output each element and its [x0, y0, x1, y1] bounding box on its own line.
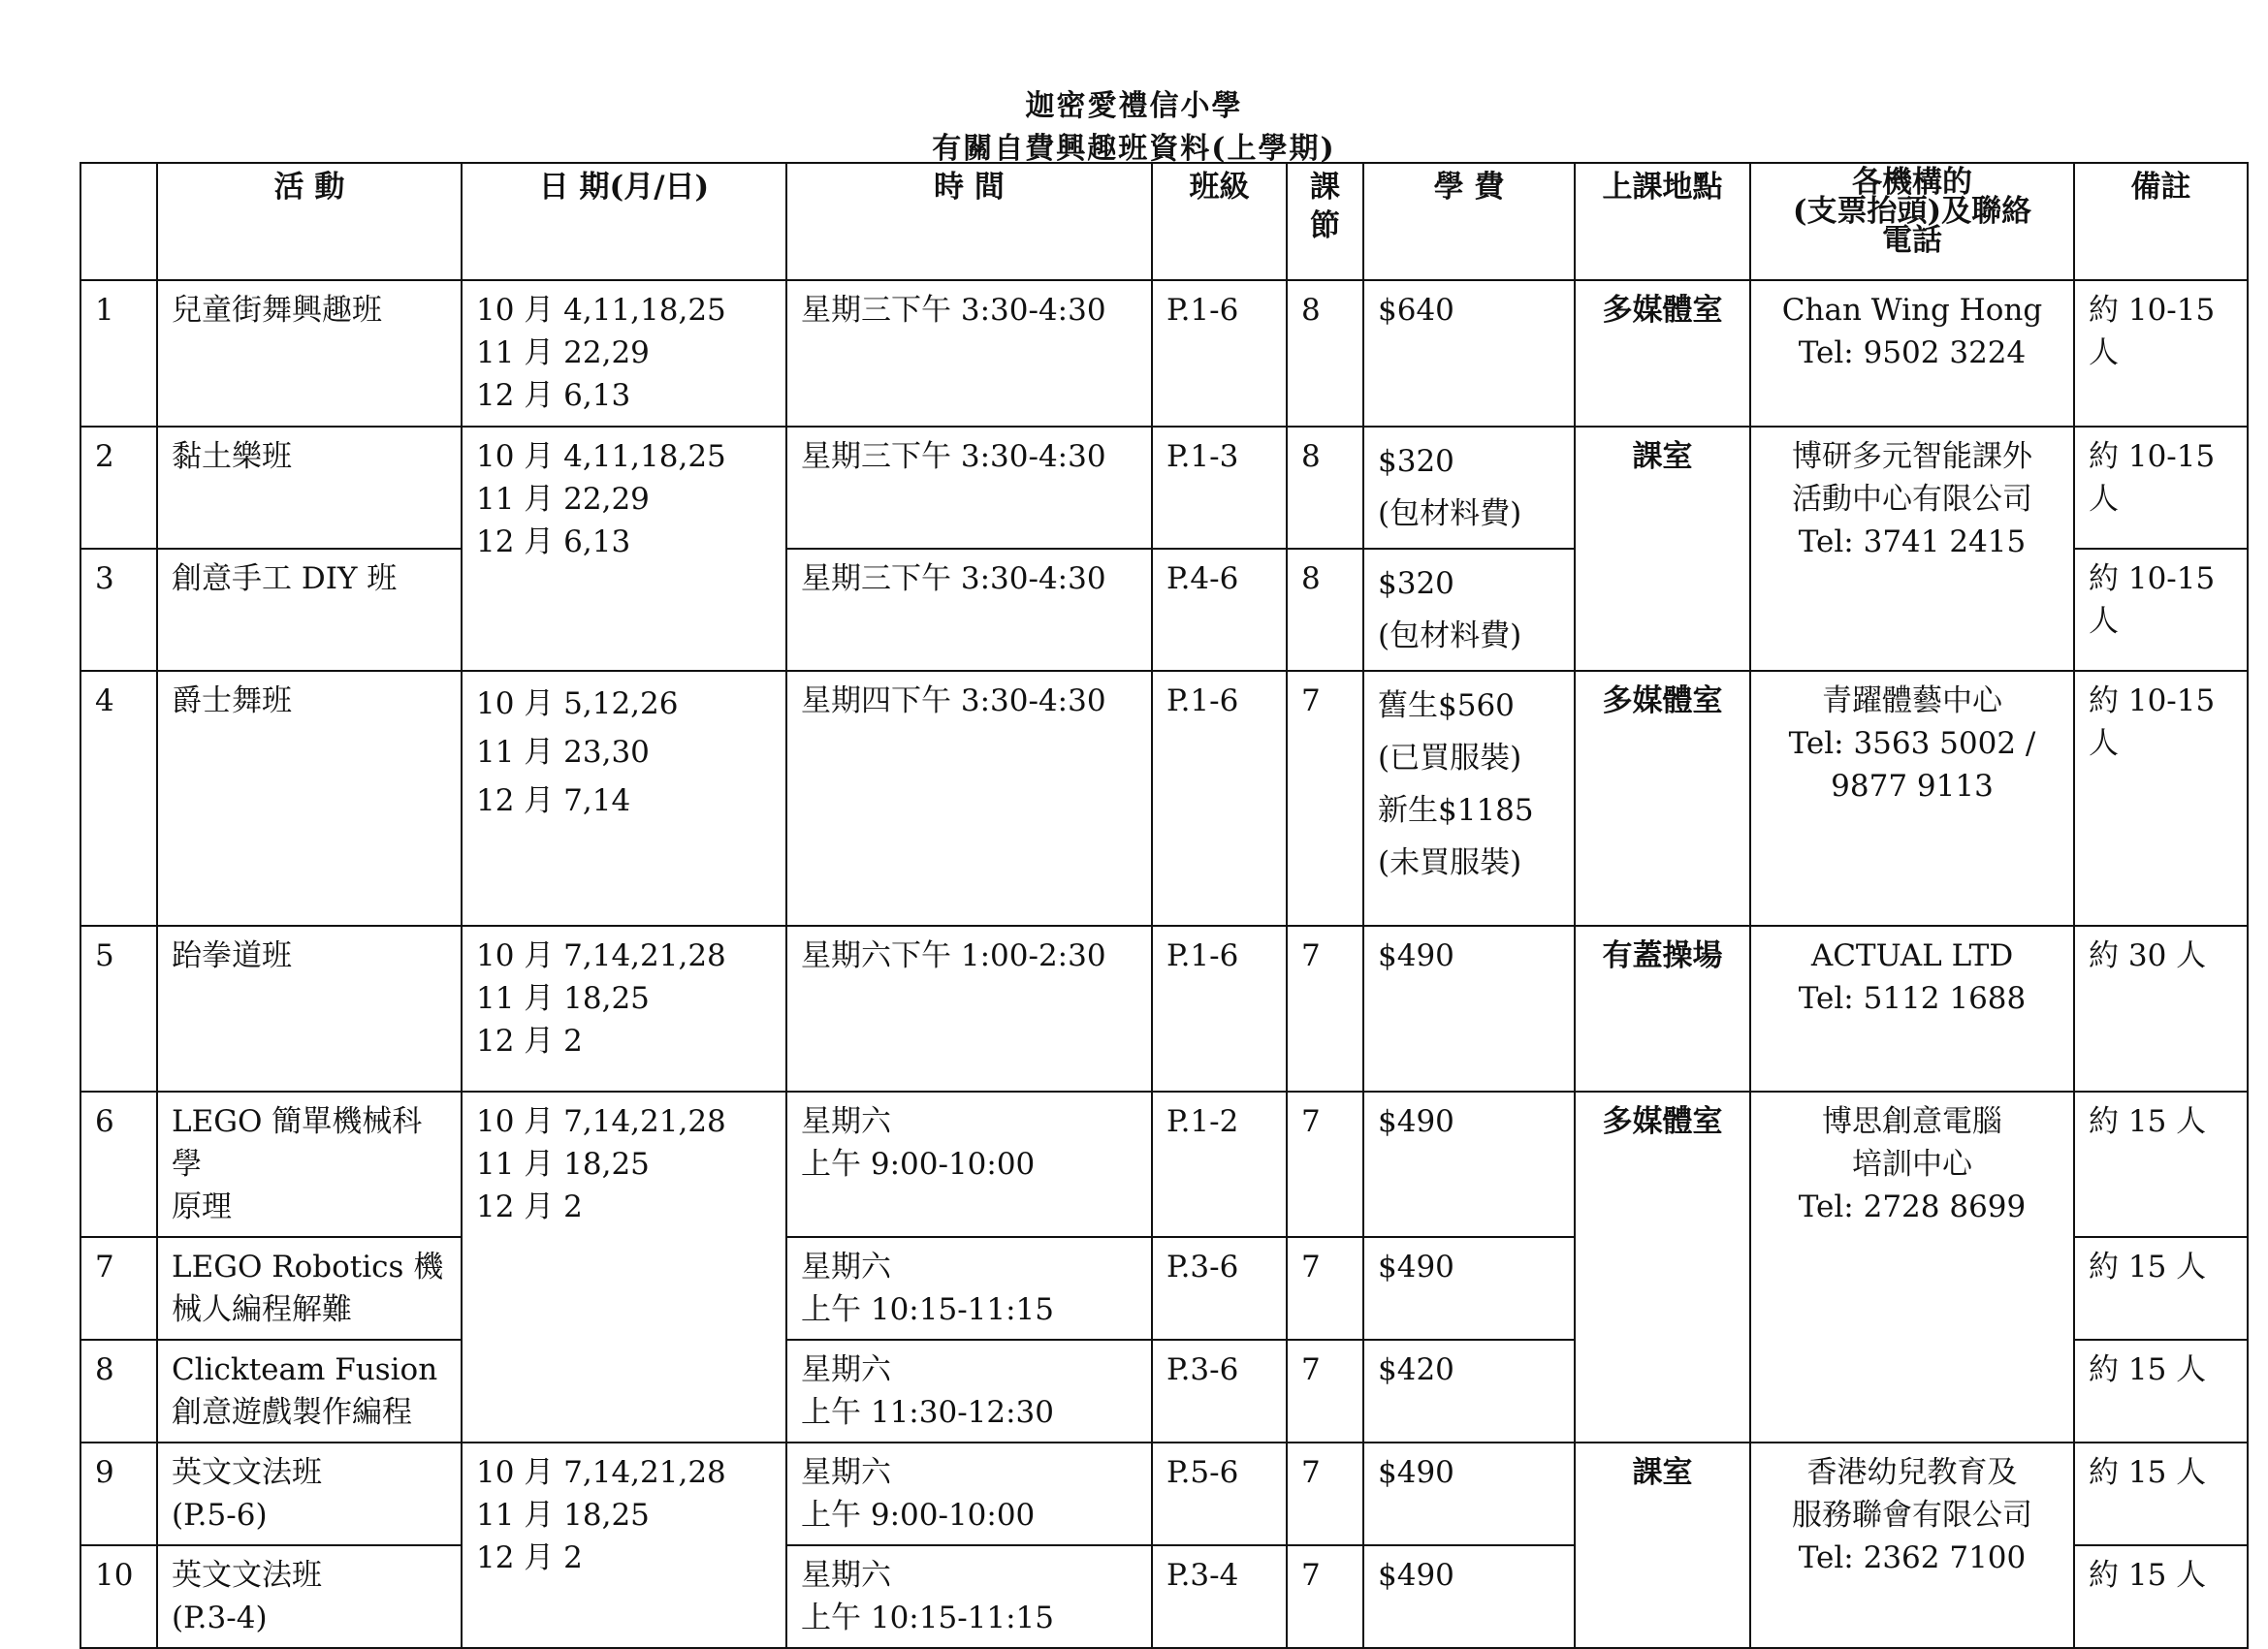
row-contact: 香港幼兒教育及 服務聯會有限公司 Tel: 2362 7100: [1750, 1443, 2074, 1648]
row-time: 星期三下午 3:30-4:30: [786, 280, 1152, 427]
row-activity: LEGO Robotics 機 械人編程解難: [157, 1237, 462, 1340]
row-no: 9: [80, 1443, 157, 1545]
row-no: 4: [80, 671, 157, 926]
col-header-fee: 學 費: [1363, 163, 1575, 280]
row-sessions: 8: [1287, 280, 1363, 427]
row-fee: $320 (包材料費): [1363, 549, 1575, 671]
row-fee: $420: [1363, 1340, 1575, 1443]
row-dates: 10 月 5,12,26 11 月 23,30 12 月 7,14: [462, 671, 786, 926]
row-grade: P.5-6: [1152, 1443, 1287, 1545]
row-time: 星期四下午 3:30-4:30: [786, 671, 1152, 926]
row-dates: 10 月 4,11,18,25 11 月 22,29 12 月 6,13: [462, 280, 786, 427]
row-contact: 博研多元智能課外 活動中心有限公司 Tel: 3741 2415: [1750, 427, 2074, 671]
row-fee: $640: [1363, 280, 1575, 427]
row-remarks: 約 10-15 人: [2074, 549, 2248, 671]
row-venue: 課室: [1575, 1443, 1750, 1648]
row-time: 星期六 上午 10:15-11:15: [786, 1545, 1152, 1648]
row-remarks: 約 10-15 人: [2074, 671, 2248, 926]
row-sessions: 7: [1287, 926, 1363, 1092]
row-activity: 黏土樂班: [157, 427, 462, 549]
table-row: [80, 671, 2248, 926]
col-header-contact: 各機構的 (支票抬頭)及聯絡 電話: [1750, 163, 2074, 280]
col-header-venue: 上課地點: [1575, 163, 1750, 280]
row-no: 5: [80, 926, 157, 1092]
row-grade: P.1-6: [1152, 671, 1287, 926]
row-remarks: 約 30 人: [2074, 926, 2248, 1092]
table-row: [80, 1443, 2248, 1545]
row-time: 星期六下午 1:00-2:30: [786, 926, 1152, 1092]
row-fee: 舊生$560 (已買服裝) 新生$1185 (未買服裝): [1363, 671, 1575, 926]
row-no: 3: [80, 549, 157, 671]
col-header-sessions: 課 節: [1287, 163, 1363, 280]
interest-class-table: [80, 162, 2249, 1649]
row-fee: $490: [1363, 926, 1575, 1092]
row-grade: P.3-6: [1152, 1340, 1287, 1443]
col-header-no: [80, 163, 157, 280]
row-contact: Chan Wing Hong Tel: 9502 3224: [1750, 280, 2074, 427]
row-activity: 英文文法班 (P.3-4): [157, 1545, 462, 1648]
row-remarks: 約 10-15 人: [2074, 280, 2248, 427]
row-venue: 課室: [1575, 427, 1750, 671]
row-sessions: 8: [1287, 549, 1363, 671]
row-dates: 10 月 7,14,21,28 11 月 18,25 12 月 2: [462, 926, 786, 1092]
row-no: 6: [80, 1092, 157, 1237]
row-no: 8: [80, 1340, 157, 1443]
table-row: [80, 926, 2248, 1092]
row-activity: 爵士舞班: [157, 671, 462, 926]
row-activity: 英文文法班 (P.5-6): [157, 1443, 462, 1545]
row-remarks: 約 15 人: [2074, 1340, 2248, 1443]
row-fee: $490: [1363, 1237, 1575, 1340]
row-no: 2: [80, 427, 157, 549]
row-grade: P.1-3: [1152, 427, 1287, 549]
row-fee: $490: [1363, 1443, 1575, 1545]
row-remarks: 約 15 人: [2074, 1443, 2248, 1545]
row-contact: 青躍體藝中心 Tel: 3563 5002 / 9877 9113: [1750, 671, 2074, 926]
row-fee: $490: [1363, 1545, 1575, 1648]
row-remarks: 約 15 人: [2074, 1237, 2248, 1340]
table-row: [80, 427, 2248, 549]
row-sessions: 7: [1287, 671, 1363, 926]
row-time: 星期三下午 3:30-4:30: [786, 427, 1152, 549]
row-remarks: 約 10-15 人: [2074, 427, 2248, 549]
row-activity: 創意手工 DIY 班: [157, 549, 462, 671]
document-subtitle: 有關自費興趣班資料(上學期): [932, 132, 1336, 166]
header-row: [80, 163, 2248, 280]
table-row: [80, 280, 2248, 427]
col-header-time: 時 間: [786, 163, 1152, 280]
row-venue: 有蓋操場: [1575, 926, 1750, 1092]
row-time: 星期六 上午 9:00-10:00: [786, 1092, 1152, 1237]
row-venue: 多媒體室: [1575, 1092, 1750, 1443]
row-sessions: 7: [1287, 1545, 1363, 1648]
row-time: 星期六 上午 9:00-10:00: [786, 1443, 1152, 1545]
row-grade: P.3-4: [1152, 1545, 1287, 1648]
row-remarks: 約 15 人: [2074, 1092, 2248, 1237]
row-time: 星期六 上午 10:15-11:15: [786, 1237, 1152, 1340]
row-sessions: 7: [1287, 1443, 1363, 1545]
row-venue: 多媒體室: [1575, 280, 1750, 427]
row-grade: P.1-2: [1152, 1092, 1287, 1237]
col-header-remarks: 備註: [2074, 163, 2248, 280]
row-dates: 10 月 7,14,21,28 11 月 18,25 12 月 2: [462, 1092, 786, 1443]
row-grade: P.4-6: [1152, 549, 1287, 671]
row-grade: P.1-6: [1152, 280, 1287, 427]
row-activity: 跆拳道班: [157, 926, 462, 1092]
row-sessions: 7: [1287, 1340, 1363, 1443]
col-header-grade: 班級: [1152, 163, 1287, 280]
row-sessions: 7: [1287, 1092, 1363, 1237]
row-dates: 10 月 4,11,18,25 11 月 22,29 12 月 6,13: [462, 427, 786, 671]
row-no: 7: [80, 1237, 157, 1340]
row-fee: $490: [1363, 1092, 1575, 1237]
col-header-date: 日 期(月/日): [462, 163, 786, 280]
row-sessions: 7: [1287, 1237, 1363, 1340]
school-name: 迦密愛禮信小學: [1025, 89, 1243, 123]
row-fee: $320 (包材料費): [1363, 427, 1575, 549]
row-sessions: 8: [1287, 427, 1363, 549]
row-grade: P.1-6: [1152, 926, 1287, 1092]
row-venue: 多媒體室: [1575, 671, 1750, 926]
table-row: [80, 1092, 2248, 1237]
row-remarks: 約 15 人: [2074, 1545, 2248, 1648]
row-contact: 博思創意電腦 培訓中心 Tel: 2728 8699: [1750, 1092, 2074, 1443]
row-no: 10: [80, 1545, 157, 1648]
col-header-activity: 活 動: [157, 163, 462, 280]
row-dates: 10 月 7,14,21,28 11 月 18,25 12 月 2: [462, 1443, 786, 1648]
row-no: 1: [80, 280, 157, 427]
row-contact: ACTUAL LTD Tel: 5112 1688: [1750, 926, 2074, 1092]
row-activity: 兒童街舞興趣班: [157, 280, 462, 427]
row-grade: P.3-6: [1152, 1237, 1287, 1340]
row-activity: Clickteam Fusion 創意遊戲製作編程: [157, 1340, 462, 1443]
row-time: 星期六 上午 11:30-12:30: [786, 1340, 1152, 1443]
row-activity: LEGO 簡單機械科學 原理: [157, 1092, 462, 1237]
row-time: 星期三下午 3:30-4:30: [786, 549, 1152, 671]
